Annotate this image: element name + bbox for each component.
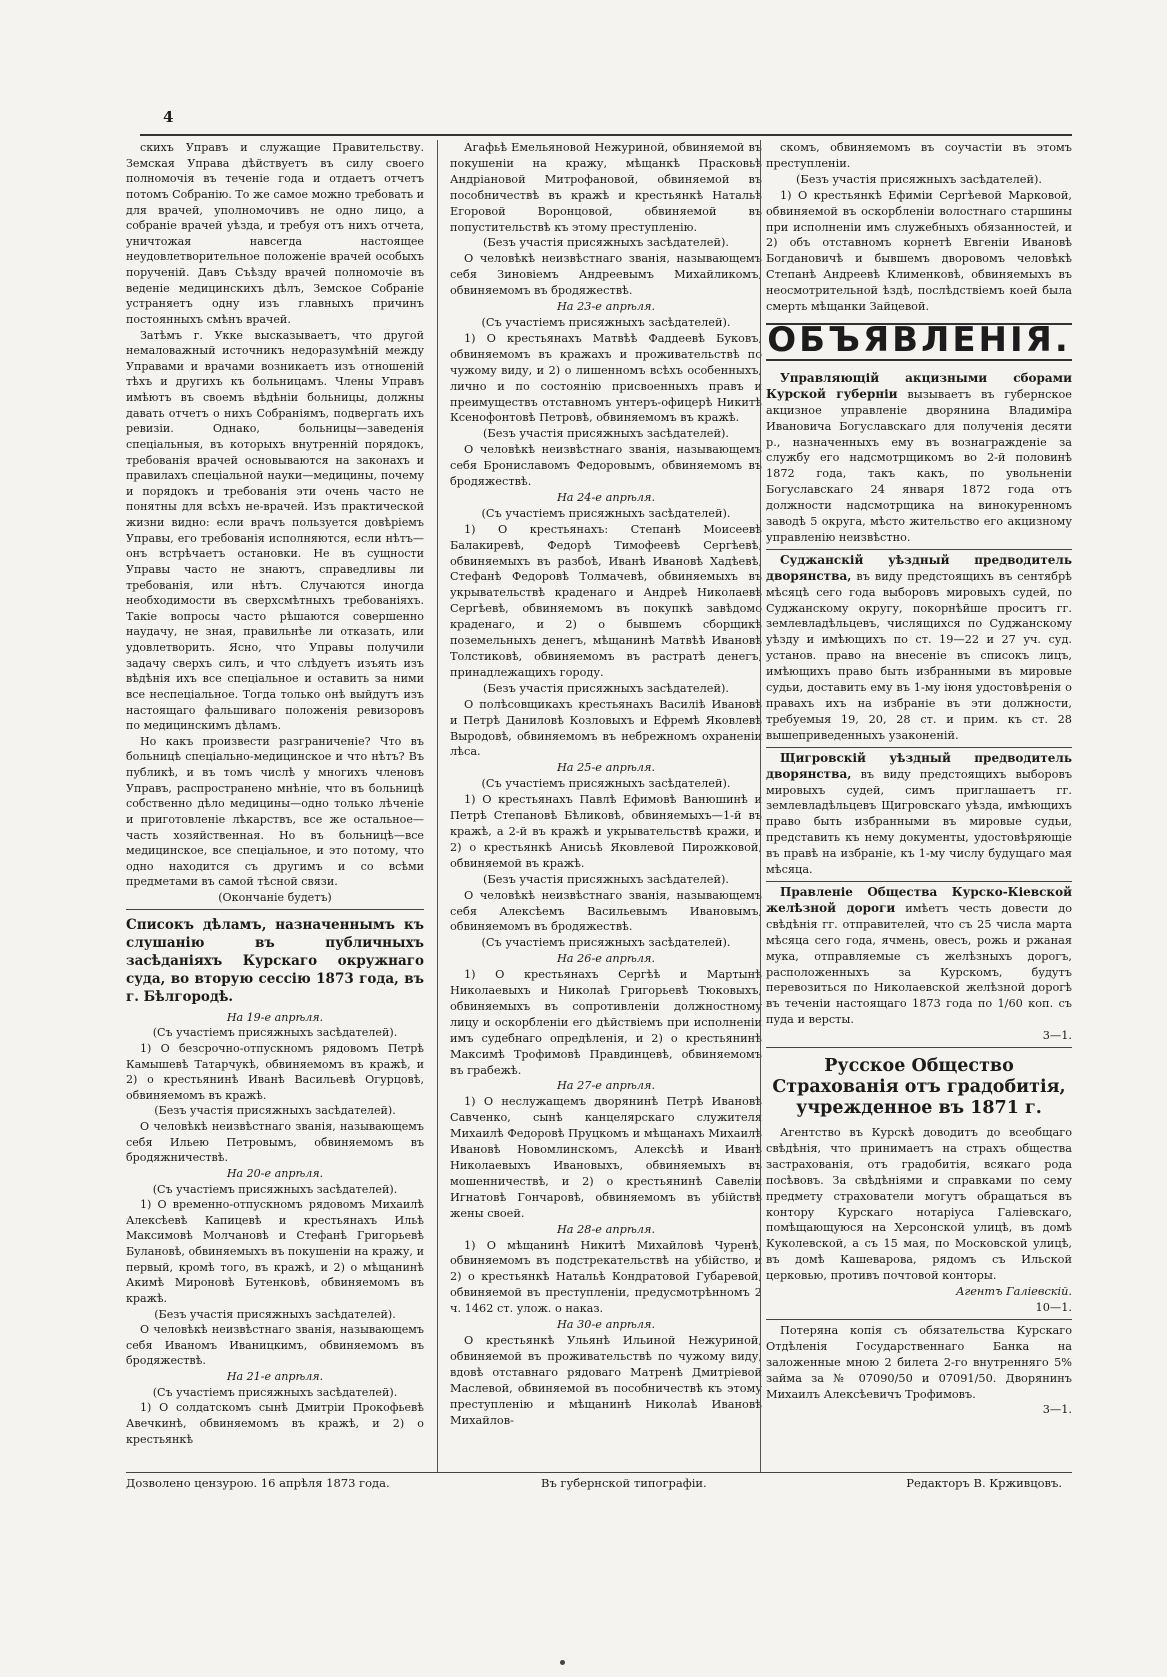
column-2 xyxy=(450,140,762,1428)
article-paragraph: Затѣмъ г. Укке высказываетъ, что другой немаловажный источникъ недоразумѣній между Управами и врачами возникаетъ изъ отношеній тѣхъ и другихъ къ больницамъ. Члены Управъ имѣютъ въ своемъ вѣдѣніи больницы, должны давать отчетъ о нихъ Собраніямъ, подвергать ихъ ревизіи. Однако, больницы—заведенія спеціальныя, въ которыхъ внутренній порядокъ, требованія врачей основываются на законахъ и правилахъ спеціальной науки—медицины, почему и порядокъ и требованія эти очень часто не понятны для всѣхъ не-врачей. Изъ практической жизни видно: если врачъ пользуется довѣріемъ Управы, его требованія исполняются, если нѣтъ—онъ встрѣчаетъ остановки. Не въ сущности Управы часто не знаютъ, справедливы ли требованія, или нѣтъ. Случаются иногда необходимости въ сверхсмѣтныхъ требованіяхъ. Такіе вопросы часто рѣшаются совершенно наудачу, не зная, правильнѣе ли отказать, или удовлетворить. Ясно, что Управы получили задачу сверхъ силъ, и что слѣдуетъ изъять изъ вѣдѣнія ихъ все спеціальное и оставить за ними все неспеціальное. Тогда только онѣ выйдутъ изъ настоящаго фальшиваго положенія ревизоровъ по медицинскимъ дѣламъ. xyxy=(126,328,424,733)
announcement-text: Потеряна копія съ обязательства Курскаго Отдѣленія Государственнаго Банка на заложенные мною 2 билета 2-го внутренняго 5% займа за № 07090/50 и 07091/50. Дворянинъ Михаилъ Алексѣевичъ Трофимовъ. xyxy=(766,1323,1072,1401)
announcements-banner: ОБЪЯВЛЕНІЯ. xyxy=(767,319,1071,360)
announcement xyxy=(766,751,1072,878)
case-entry: 1) О крестьянкѣ Ефиміи Сергѣевой Марковой, обвиняемой въ оскорбленіи волостнаго старшины при исполненіи имъ служебныхъ обязанностей, и 2) объ отставномъ корнетѣ Евгеніи Ивановѣ Богдановичѣ и бывшемъ дворовомъ человѣкѣ Степанѣ Андреевѣ Клименковѣ, обвиняемыхъ въ неосмотрительной ѣздѣ, послѣдствіемъ коей была смерть мѣщанки Зайцевой. xyxy=(766,188,1072,314)
court-list-title: Списокъ дѣламъ, назначеннымъ къ слушанію въ публичныхъ засѣданіяхъ Курскаго окружнаго суда, во вторую сессію 1873 года, въ г. Бѣлгородѣ. xyxy=(126,916,424,1005)
printer-note: Въ губернской типографіи. xyxy=(541,1476,707,1490)
case-entry: О человѣкѣ неизвѣстнаго званія, называющемъ себя Зиновіемъ Андреевымъ Михайликомъ, обвиняемомъ въ бродяжествѣ. xyxy=(450,252,762,298)
print-speck xyxy=(560,1660,565,1665)
case-entry: 1) О временно-отпускномъ рядовомъ Михаилѣ Алексѣевѣ Капицевѣ и крестьянахъ Ильѣ Максимовѣ Молчановѣ и Стефанѣ Григорьевѣ Булановѣ, обвиняемыхъ въ покушеніи на кражу, и первый, кромѣ того, въ кражѣ, и 2) о мѣщанинѣ Акимѣ Мироновѣ Бутенковѣ, обвиняемомъ въ кражѣ. xyxy=(126,1198,424,1305)
page-number: 4 xyxy=(163,108,174,126)
date-heading: На 23-е апрѣля. xyxy=(556,300,656,314)
jury-note: (Съ участіемъ присяжныхъ засѣдателей). xyxy=(481,777,731,791)
case-entry: скомъ, обвиняемомъ въ соучастіи въ этомъ преступленіи. xyxy=(766,141,1072,170)
announcement-text: въ виду предстоящихъ въ сентябрѣ мѣсяцѣ сего года выборовъ мировыхъ судей, по Суджанскому округу, покорнѣйше проситъ гг. землевладѣльцевъ, числящихся по Суджанскому уѣзду и имѣющихъ по ст. 19—22 и 27 уч. суд. установ. право на внесеніе въ списокъ лицъ, имѣющихъ право быть избранными въ мировые судьи, доставить ему въ 1-му іюня удостовѣренія о правахъ ихъ на избраніе въ эти должности, требуемыя 19, 20, 28 ст. и прим. къ ст. 28 вышеприведенныхъ узаконеній. xyxy=(766,569,1072,742)
case-entry: 1) О крестьянахъ: Степанѣ Моисеевѣ Балакиревѣ, Федорѣ Тимофеевѣ Сергѣевѣ, обвиняемыхъ въ разбоѣ, Иванѣ Ивановѣ Хадѣевѣ, Стефанѣ Федоровѣ Толмачевѣ, обвиняемыхъ въ укрывательствѣ краденаго и Андреѣ Николаевѣ Сергѣевѣ, обвиняемомъ въ покупкѣ завѣдомо краденаго, и 2) о бывшемъ сборщикѣ поземельныхъ денегъ, мѣщанинѣ Матвѣѣ Ивановѣ Толстиковѣ, обвиняемомъ въ растратѣ денегъ, принадлежащихъ городу. xyxy=(450,522,762,679)
continued-note: (Окончаніе будетъ) xyxy=(218,891,332,904)
jury-note: (Съ участіемъ присяжныхъ засѣдателей). xyxy=(481,936,731,950)
agent-signature: Агентъ Галіевскій. xyxy=(955,1285,1072,1299)
case-entry: 1) О мѣщанинѣ Никитѣ Михайловѣ Чуренѣ, обвиняемомъ въ подстрекательствѣ на убійство, и 2) о крестьянкѣ Натальѣ Кондратовой Губаревой, обвиняемой въ преступленіи, предусмотрѣнномъ 2 ч. 1462 ст. улож. о наказ. xyxy=(450,1238,762,1316)
divider xyxy=(126,909,424,910)
case-entry: О человѣкѣ неизвѣстнаго званія, называющемъ себя Брониславомъ Федоровымъ, обвиняемомъ въ бродяжествѣ. xyxy=(450,443,762,489)
case-entry: О человѣкѣ неизвѣстнаго званія, называющемъ себя Алексѣемъ Васильевымъ Ивановымъ, обвиняемомъ въ бродяжествѣ. xyxy=(450,888,762,934)
insurance-ad-title: Русское Общество Страхованія отъ градобитія, учрежденное въ 1871 г. xyxy=(772,1056,1066,1119)
announcement-heading: Правленіе Общества Курско-Кіевской желѣзной дороги xyxy=(766,884,1072,915)
divider xyxy=(766,549,1072,550)
censor-note: Дозволено цензурою. 16 апрѣля 1873 года. xyxy=(126,1476,390,1490)
date-heading: На 20-е апрѣля. xyxy=(226,1166,324,1180)
jury-note: (Безъ участія присяжныхъ засѣдателей). xyxy=(483,236,729,250)
announcement-text: Агентство въ Курскѣ доводитъ до всеобщаго свѣдѣнія, что принимаетъ на страхъ общества застрахованія, отъ градобитія, всякаго рода посѣвовъ. За свѣдѣніями и справками по сему предмету страхователи могутъ обращаться въ контору Курскаго нотаріуса Галіевскаго, помѣщающуюся на Херсонской улицѣ, въ домѣ Куколевской, а съ 15 мая, по Московской улицѣ, въ домѣ Кашеварова, рядомъ съ Ильской церковью, противъ почтовой конторы. xyxy=(766,1126,1072,1283)
divider xyxy=(766,1319,1072,1320)
jury-note: (Съ участіемъ присяжныхъ засѣдателей). xyxy=(481,315,731,329)
jury-note: (Безъ участія присяжныхъ засѣдателей). xyxy=(154,1104,396,1118)
case-entry: О крестьянкѣ Ульянѣ Ильиной Нежуриной, обвиняемой въ проживательствѣ по чужому виду, вдовѣ отставнаго рядоваго Матренѣ Дмитріевой Маслевой, обвиняемой въ пособничествѣ къ этому преступленію и мѣщанинѣ Николаѣ Ивановѣ Михайлов- xyxy=(450,1333,762,1427)
announcement-text: въ виду предстоящихъ выборовъ мировыхъ судей, симъ приглашаетъ гг. землевладѣльцевъ Щигровскаго уѣзда, имѣющихъ право быть избранными въ мировые судьи, представить къ нему документы, удостовѣряющіе въ правѣ на избраніе, къ 1-му числу будущаго мая мѣсяца. xyxy=(766,767,1073,877)
jury-note: (Съ участіемъ присяжныхъ засѣдателей). xyxy=(152,1026,398,1040)
jury-note: (Безъ участія присяжныхъ засѣдателей). xyxy=(154,1307,396,1321)
date-heading: На 21-е апрѣля. xyxy=(226,1370,324,1383)
date-heading: На 30-е апрѣля. xyxy=(556,1318,656,1332)
case-entry: 1) О крестьянахъ Павлѣ Ефимовѣ Ванюшинѣ и Петрѣ Степановѣ Бѣликовѣ, обвиняемыхъ—1-й въ кражѣ, а 2-й въ кражѣ и укрывательствѣ кражи, и 2) о крестьянкѣ Анисьѣ Яковлевой Пирожковой, обвиняемой въ кражѣ. xyxy=(450,793,762,870)
editor-note: Редакторъ В. Крживцовъ. xyxy=(906,1476,1062,1490)
divider xyxy=(766,1047,1072,1048)
announcement xyxy=(766,371,1072,546)
article-paragraph: Но какъ произвести разграниченіе? Что въ больницѣ спеціально-медицинское и что нѣтъ? Въ публикѣ, и въ томъ числѣ у многихъ членовъ Управъ, распространено мнѣніе, что въ больницѣ собственно дѣло медицины—одно только лѣченіе и приготовленіе лѣкарствъ, все же остальное—часть хозяйственная. Но въ больницѣ—все медицинское, все спеціальное, и это потому, что одно находится съ другимъ и со всѣми предметами въ самой тѣсной связи. xyxy=(126,734,424,889)
article-paragraph: скихъ Управъ и служащие Правительству. Земская Управа дѣйствуетъ въ силу своего полномочія въ теченіе года и отдаетъ отчетъ потомъ Собранію. То же самое можно требовать и для врачей, уполномочивъ не одно лицо, а собраніе врачей уѣзда, и требуя отъ нихъ отчета, уничтожая навсегда настоящее неудовлетворительное положеніе врачей особыхъ порученій. Давъ Съѣзду врачей полномочіе въ веденіе медицинскихъ дѣлъ, Земское Собраніе устраняетъ одну изъ главныхъ причинъ постоянныхъ смѣнъ врачей. xyxy=(126,141,424,326)
announcement-heading: Суджанскій уѣздный предводитель дворянства, xyxy=(766,552,1072,583)
case-entry: 1) О неслужащемъ дворянинѣ Петрѣ Ивановѣ Савченко, сынѣ канцелярскаго служителя Михаилѣ Федоровѣ Пруцкомъ и мѣщанахъ Михаилѣ Ивановѣ Новомлинскомъ, Алексѣѣ и Иванѣ Николаевыхъ Ивановыхъ, обвиняемыхъ въ мошенничествѣ, и 2) о крестьянинѣ Савеліи Игнатовѣ Гончаровѣ, обвиняемомъ въ убійствѣ жены своей. xyxy=(450,1095,762,1220)
date-heading: На 26-е апрѣля. xyxy=(556,952,656,966)
announcement-number: 3—1. xyxy=(1042,1403,1072,1417)
footer-rule xyxy=(126,1472,1072,1473)
case-entry: Агафьѣ Емельяновой Нежуриной, обвиняемой въ покушеніи на кражу, мѣщанкѣ Прасковьѣ Андріановой Митрофановой, обвиняемой въ пособничествѣ въ кражѣ и крестьянкѣ Натальѣ Егоровой Воронцовой, обвиняемой въ попустительствѣ къ этому преступленію. xyxy=(450,141,762,234)
column-3 xyxy=(766,140,1072,1418)
column-1 xyxy=(126,140,424,1447)
jury-note: (Съ участіемъ присяжныхъ засѣдателей). xyxy=(152,1385,398,1399)
case-entry: О полѣсовщикахъ крестьянахъ Василіѣ Ивановѣ и Петрѣ Даниловѣ Козловыхъ и Ефремѣ Яковлевѣ Выродовѣ, обвиняемомъ въ небрежномъ охраненіи лѣса. xyxy=(450,697,762,759)
jury-note: (Съ участіемъ присяжныхъ засѣдателей). xyxy=(152,1182,398,1196)
jury-note: (Безъ участія присяжныхъ засѣдателей). xyxy=(483,681,729,695)
date-heading: На 19-е апрѣля. xyxy=(226,1010,324,1024)
announcement xyxy=(766,885,1072,1028)
case-entry: О человѣкѣ неизвѣстнаго званія, называющемъ себя Ильею Петровымъ, обвиняемомъ въ бродяжничествѣ. xyxy=(126,1120,424,1165)
date-heading: На 24-е апрѣля. xyxy=(556,490,656,504)
jury-note: (Съ участіемъ присяжныхъ засѣдателей). xyxy=(481,506,731,520)
announcement-text: имѣетъ честь довести до свѣдѣнія гг. отправителей, что съ 25 числа марта мѣсяца сего года, ячмень, овесъ, рожь и ржаная мука, отправляемые съ желѣзныхъ дорогъ, расположенныхъ за Курскомъ, будутъ перевозиться по Николаевской желѣзной дорогѣ въ теченіи настоящаго 1873 года по 1/60 коп. съ пуда и версты. xyxy=(766,901,1073,1027)
case-entry: 1) О крестьянахъ Сергѣѣ и Мартынѣ Николаевыхъ и Николаѣ Григорьевѣ Тюковыхъ, обвиняемыхъ въ сопротивленіи должностному лицу и оскорбленіи его дѣйствіемъ при исполненіи имъ судебнаго опредѣленія, и 2) о крестьянинѣ Максимѣ Трофимовѣ Правдинцевѣ, обвиняемомъ въ грабежѣ. xyxy=(450,968,762,1077)
announcement-number: 10—1. xyxy=(1035,1301,1072,1314)
date-heading: На 25-е апрѣля. xyxy=(556,761,656,775)
announcement xyxy=(766,553,1072,744)
top-rule xyxy=(140,134,1072,136)
announcement-text: вызываетъ въ губернское акцизное управленіе дворянина Владиміра Ивановича Богуславскаго для полученія десяти р., назначенныхъ ему въ вознагражденіе за службу его надсмотрщикомъ во 2-й половинѣ 1872 года, такъ какъ, по увольненіи Богуславскаго 24 января 1872 года отъ должности надсмотрщика на винокуренномъ заводѣ 5 округа, мѣсто жительство его акцизному управленію неизвѣстно. xyxy=(766,387,1072,544)
jury-note: (Безъ участія присяжныхъ засѣдателей). xyxy=(483,872,729,886)
jury-note: (Безъ участія присяжныхъ засѣдателей). xyxy=(796,172,1042,186)
case-entry: 1) О безсрочно-отпускномъ рядовомъ Петрѣ Камышевѣ Татарчукѣ, обвиняемомъ въ кражѣ, и 2) о крестьянинѣ Иванѣ Васильевѣ Огурцовѣ, обвиняемомъ въ кражѣ. xyxy=(126,1041,424,1102)
jury-note: (Безъ участія присяжныхъ засѣдателей). xyxy=(483,427,729,441)
case-entry: О человѣкѣ неизвѣстнаго званія, называющемъ себя Иваномъ Иваницкимъ, обвиняемомъ въ бродяжествѣ. xyxy=(126,1323,424,1368)
column-divider xyxy=(760,140,761,1472)
announcement-heading: Щигровскій уѣздный предводитель дворянства, xyxy=(766,750,1072,781)
date-heading: На 28-е апрѣля. xyxy=(556,1222,656,1236)
divider xyxy=(766,881,1072,882)
case-entry: 1) О солдатскомъ сынѣ Дмитріи Прокофьевѣ Авечкинѣ, обвиняемомъ въ кражѣ, и 2) о крестьянкѣ xyxy=(126,1401,424,1446)
divider xyxy=(766,747,1072,748)
column-divider xyxy=(437,140,438,1472)
case-entry: 1) О крестьянахъ Матвѣѣ Фаддеевѣ Буковъ, обвиняемомъ въ кражахъ и проживательствѣ по чужому виду, и 2) о лишенномъ всѣхъ особенныхъ, лично и по состоянію присвоенныхъ правъ и преимуществъ отставномъ унтеръ-офицерѣ Никитѣ Ксенофонтовѣ Петровѣ, обвиняемомъ въ кражѣ. xyxy=(450,331,762,425)
announcement-heading: Управляющій акцизными сборами Курской губерніи xyxy=(766,370,1072,401)
date-heading: На 27-е апрѣля. xyxy=(556,1079,656,1093)
announcement-number: 3—1. xyxy=(1042,1029,1072,1043)
